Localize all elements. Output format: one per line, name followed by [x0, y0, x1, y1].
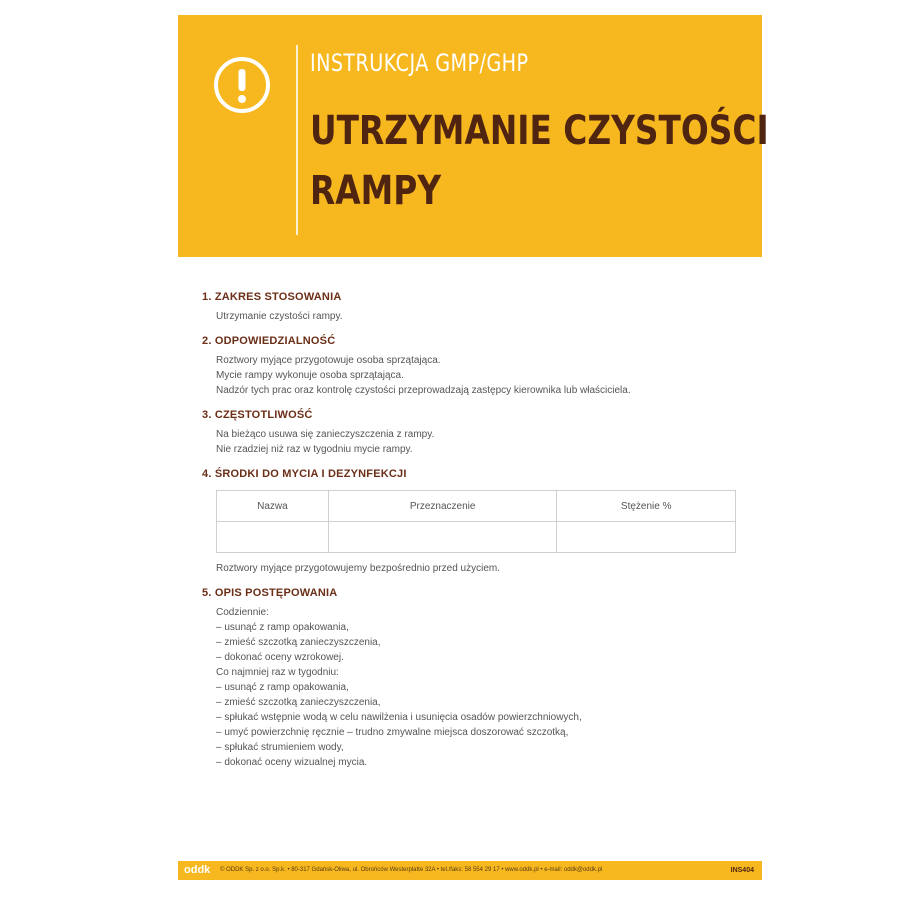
section-line: Nadzór tych prac oraz kontrolę czystości przeprowadzają zastępcy kierownika lub właściciela.: [216, 385, 631, 396]
agents-table: [216, 490, 736, 553]
instruction-poster: [178, 15, 769, 880]
agents-note: Roztwory myjące przygotowujemy bezpośrednio przed użyciem.: [216, 563, 501, 574]
section-responsibility: [202, 334, 742, 398]
section-line: Na bieżąco usuwa się zanieczyszczenia z rampy.: [216, 429, 435, 440]
title-line-2: RAMPY: [310, 168, 442, 214]
section-heading: 4. ŚRODKI DO MYCIA I DEZYNFEKCJI: [202, 468, 407, 480]
poster-subtitle: INSTRUKCJA GMP/GHP: [310, 49, 529, 77]
section-heading: 2. ODPOWIEDZIALNOŚĆ: [202, 335, 336, 347]
section-line: Roztwory myjące przygotowuje osoba sprzątająca.: [216, 355, 441, 366]
column-header: Nazwa: [217, 491, 329, 522]
section-line: – zmieść szczotką zanieczyszczenia,: [216, 637, 381, 648]
poster-title: [310, 101, 769, 221]
poster-footer: [178, 861, 762, 880]
oddk-logo: oddk: [184, 864, 211, 876]
section-line: Nie rzadziej niż raz w tygodniu mycie rampy.: [216, 444, 413, 455]
section-line: – dokonać oceny wizualnej mycia.: [216, 757, 368, 768]
exclamation-circle-icon: [212, 55, 272, 115]
section-line: Utrzymanie czystości rampy.: [216, 311, 343, 322]
column-header: Przeznaczenie: [328, 491, 557, 522]
section-line: Codziennie:: [216, 607, 269, 618]
table-header-row: [217, 491, 736, 522]
table-cell: [328, 522, 557, 553]
section-line: – umyć powierzchnię ręcznie – trudno zmywalne miejsca doszorować szczotką,: [216, 727, 569, 738]
footer-contact: © ODDK Sp. z o.o. Sp.k. • 80-317 Gdańsk-Oliwa, ul. Obrońców Westerplatte 32A • tel./faks: 58 554 29 17 • www.oddk.pl • e-mail: oddk@oddk.pl: [220, 867, 603, 873]
section-procedure: [202, 586, 742, 770]
section-line: – usunąć z ramp opakowania,: [216, 622, 349, 633]
table-cell: [217, 522, 329, 553]
section-scope: [202, 290, 742, 324]
header-divider: [296, 45, 298, 235]
column-header: Stężenie %: [557, 491, 736, 522]
section-heading: 3. CZĘSTOTLIWOŚĆ: [202, 409, 313, 421]
table-cell: [557, 522, 736, 553]
section-frequency: [202, 408, 742, 457]
poster-header: [178, 15, 769, 257]
section-heading: 5. OPIS POSTĘPOWANIA: [202, 587, 338, 599]
title-line-1: UTRZYMANIE CZYSTOŚCI: [310, 108, 769, 154]
section-line: Mycie rampy wykonuje osoba sprzątająca.: [216, 370, 404, 381]
poster-content: [202, 290, 742, 780]
section-line: – spłukać wstępnie wodą w celu nawilżenia i usunięcia osadów powierzchniowych,: [216, 712, 582, 723]
section-agents: [202, 467, 742, 576]
section-line: – spłukać strumieniem wody,: [216, 742, 344, 753]
section-line: – dokonać oceny wzrokowej.: [216, 652, 344, 663]
document-code: INS404: [730, 867, 754, 874]
table-row: [217, 522, 736, 553]
section-line: Co najmniej raz w tygodniu:: [216, 667, 339, 678]
section-heading: 1. ZAKRES STOSOWANIA: [202, 291, 342, 303]
section-line: – zmieść szczotką zanieczyszczenia,: [216, 697, 381, 708]
section-line: – usunąć z ramp opakowania,: [216, 682, 349, 693]
